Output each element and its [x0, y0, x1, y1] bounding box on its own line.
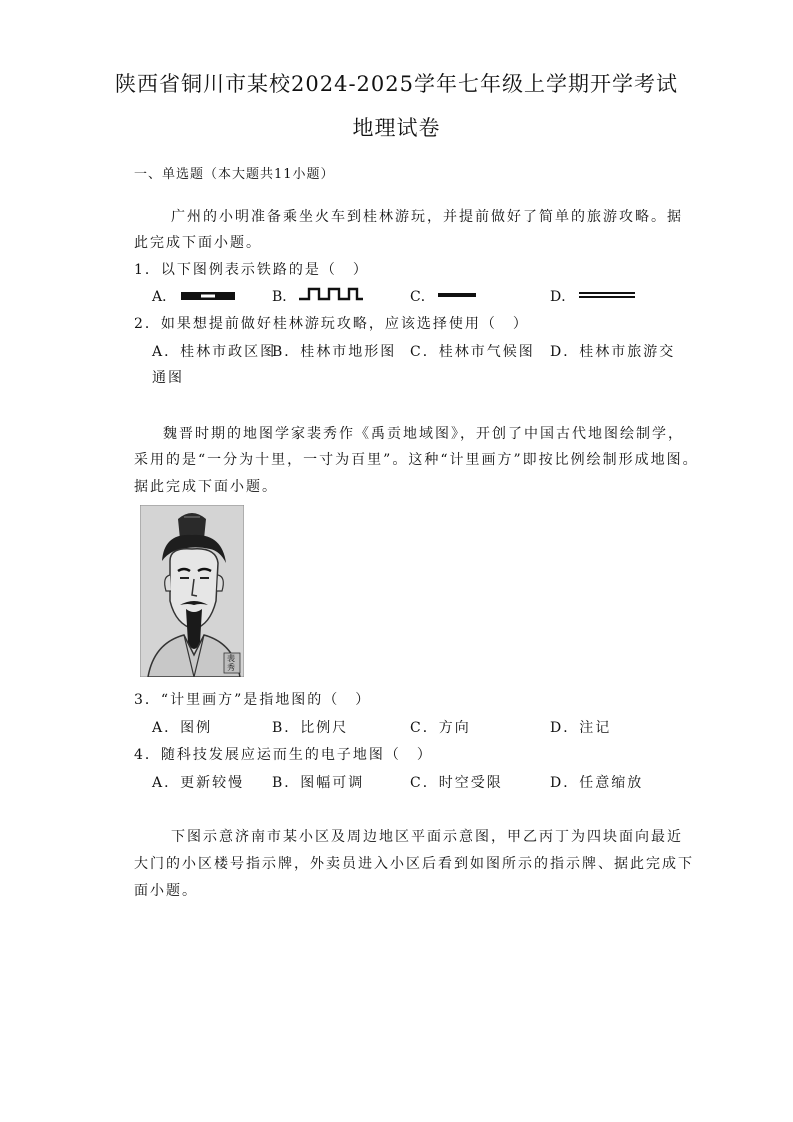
wall-legend-symbol — [299, 287, 363, 301]
question-1-option-a: A． — [152, 289, 177, 305]
group2-intro-line2: 采用的是“一分为十里，一寸为百里”。这种“计里画方”即按比例绘制形成地图。 — [134, 452, 699, 468]
question-3-option-d: D．注记 — [550, 720, 612, 736]
question-4-option-c: C．时空受限 — [410, 775, 503, 791]
double-line-legend-symbol — [579, 291, 635, 299]
question-2-stem: 2．如果想提前做好桂林游玩攻略，应该选择使用（ ） — [134, 316, 529, 332]
road-legend-symbol — [438, 292, 476, 298]
question-4-option-d: D．任意缩放 — [550, 775, 644, 791]
group3-intro-line2: 大门的小区楼号指示牌，外卖员进入小区后看到如图所示的指示牌、据此完成下 — [134, 856, 694, 872]
group1-intro-line2: 此完成下面小题。 — [134, 235, 262, 251]
question-3-option-a: A．图例 — [152, 720, 213, 736]
question-2-option-c: C．桂林市气候图 — [410, 344, 535, 360]
question-4-stem: 4．随科技发展应运而生的电子地图（ ） — [134, 747, 433, 763]
question-1-option-c: C． — [410, 289, 435, 305]
group3-intro-line1: 下图示意济南市某小区及周边地区平面示意图，甲乙丙丁为四块面向最近 — [171, 829, 683, 845]
question-1-option-d: D． — [550, 289, 576, 305]
question-3-stem: 3．“计里画方”是指地图的（ ） — [134, 692, 372, 708]
group2-intro-line1: 魏晋时期的地图学家裴秀作《禹贡地域图》，开创了中国古代地图绘制学， — [163, 426, 684, 442]
question-2-option-a: A．桂林市政区图 — [152, 344, 277, 360]
question-1-stem: 1．以下图例表示铁路的是（ ） — [134, 262, 369, 278]
exam-title-line1: 陕西省铜川市某校2024-2025学年七年级上学期开学考试 — [115, 72, 678, 96]
pei-xiu-portrait — [140, 505, 244, 677]
question-4-option-b: B．图幅可调 — [272, 775, 365, 791]
question-3-option-b: B．比例尺 — [272, 720, 349, 736]
question-2-option-b: B．桂林市地形图 — [272, 344, 397, 360]
question-3-option-c: C．方向 — [410, 720, 471, 736]
question-2-option-d-cont: 通图 — [152, 370, 184, 386]
railway-legend-symbol — [181, 291, 235, 301]
question-1-option-b: B． — [272, 289, 297, 305]
exam-title-line2: 地理试卷 — [352, 116, 441, 140]
group3-intro-line3: 面小题。 — [134, 883, 198, 899]
section-heading: 一、单选题（本大题共11小题） — [134, 167, 335, 182]
group1-intro-line1: 广州的小明准备乘坐火车到桂林游玩，并提前做好了简单的旅游攻略。据 — [171, 209, 683, 225]
group2-intro-line3: 据此完成下面小题。 — [134, 479, 278, 495]
portrait-seal-text: 裴秀 — [227, 654, 235, 672]
question-4-option-a: A．更新较慢 — [152, 775, 245, 791]
question-2-option-d: D．桂林市旅游交 — [550, 344, 676, 360]
